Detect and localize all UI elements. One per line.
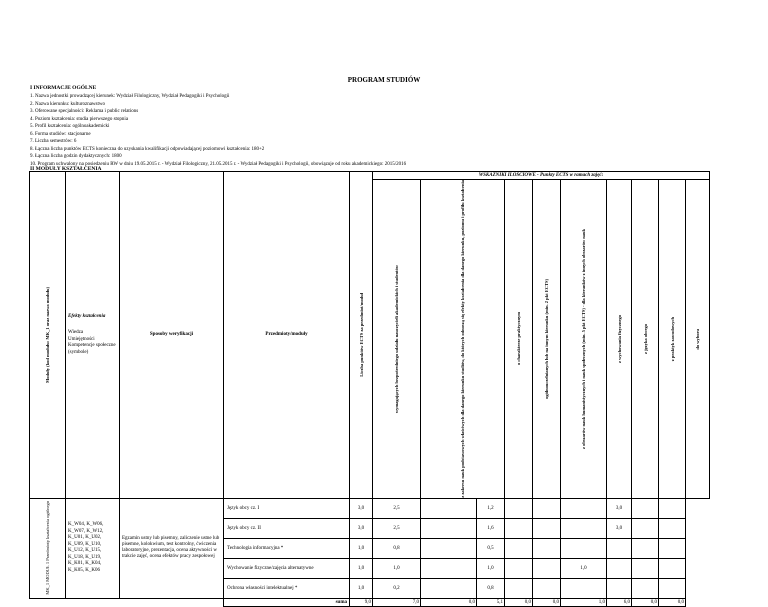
header-col: z obszarów nauk humanistycznych i nauk społecznych (min. 5 pkt ECTS) - dla kierunków z innych obszarów nauk (561, 180, 607, 499)
header-col: wymagających bezpośredniego udziału nauczycieli akademickich i studentów (373, 180, 421, 499)
value-cell: 1,0 (373, 558, 421, 578)
info-line: 1. Nazwa jednostki prowadzącej kierunek: Wydział Filologiczny, Wydział Pedagogiki i Psychologii (30, 94, 230, 99)
module-name: MK_1 MODUŁ 1 Przedmioty kształcenia ogólnego (30, 498, 66, 598)
sum-value: 0,0 (421, 598, 477, 606)
value-cell: 1,2 (477, 498, 505, 518)
value-cell: 3,0 (607, 498, 632, 518)
value-cell (533, 498, 561, 518)
value-cell (607, 538, 632, 558)
value-cell (533, 518, 561, 538)
value-cell (421, 558, 477, 578)
value-cell (505, 518, 533, 538)
header-ects-sum: Liczba punktów ECTS za przedmiot/moduł (350, 172, 373, 499)
value-cell (632, 558, 659, 578)
header-col: z języka obcego (632, 180, 659, 499)
value-cell (505, 538, 533, 558)
value-cell: 1,0 (477, 558, 505, 578)
header-col: z wychowania fizycznego (607, 180, 632, 499)
header-col: ogólnouczelnianych lub na innym kierunku (min. 2 pkt ECTS) (533, 180, 561, 499)
value-cell: 1,0 (561, 558, 607, 578)
value-cell (505, 578, 533, 598)
value-cell (632, 538, 659, 558)
subject-name: Język obcy cz. I (224, 498, 350, 518)
table-row (30, 498, 710, 518)
value-cell: 2,5 (373, 498, 421, 518)
value-cell (659, 518, 686, 538)
header-col: z zakresu nauk podstawowych właściwych dla danego kierunku studiów, do których odnoszą się efekty kształcenia dla danego kierunku, poziomu i profilu kształcenia (421, 180, 505, 499)
value-cell: 1,6 (477, 518, 505, 538)
sum-value: 1,0 (561, 598, 607, 606)
header-modules: Moduły (kod modułu: MK_1 oraz nazwa modułu) (30, 172, 66, 499)
value-cell (421, 538, 477, 558)
sum-row (30, 598, 710, 606)
section-heading-modules: II MODUŁY KSZTAŁCENIA (30, 166, 102, 172)
value-cell (607, 558, 632, 578)
value-cell: 2,5 (373, 518, 421, 538)
value-cell (533, 558, 561, 578)
value-cell: 1,0 (350, 558, 373, 578)
page-title: PROGRAM STUDIÓW (347, 76, 421, 84)
value-cell (421, 578, 477, 598)
info-line: 5. Profil kształcenia: ogólnoakademicki (30, 124, 110, 129)
value-cell (659, 578, 686, 598)
info-line: 10. Program uchwalony na posiedzeniu RW w dniu 19.05.2015 r. - Wydział Filologiczny, 21.05.2015 r. - Wydział Pedagogiki i Psychologii, obowiązuje od roku akademickiego: 2015/2016 (30, 161, 407, 167)
sum-value: 9,0 (350, 598, 373, 606)
value-cell: 1,0 (350, 538, 373, 558)
info-line: 6. Forma studiów: stacjonarne (30, 131, 91, 137)
value-cell (561, 538, 607, 558)
value-cell: 0,5 (477, 538, 505, 558)
value-cell (421, 518, 477, 538)
value-cell (632, 578, 659, 598)
header-weights-title: WSKAŹNIKI ILOŚCIOWE - Punkty ECTS w ramach zajęć: (373, 172, 710, 180)
header-col: o charakterze praktycznym (505, 180, 533, 499)
modules-table (29, 171, 710, 607)
sum-value: 0,0 (505, 598, 533, 606)
info-line: 2. Nazwa kierunku: kulturoznawstwo (30, 101, 105, 107)
effects-list: Wiedza Umiejętności Kompetencje społeczne (symbole) (68, 330, 116, 355)
value-cell: 3,0 (350, 518, 373, 538)
value-cell (632, 518, 659, 538)
header-effects (66, 172, 120, 499)
value-cell (505, 558, 533, 578)
sum-value: 0,0 (632, 598, 659, 606)
sum-label: suma (224, 598, 350, 606)
info-line: 9. Łączna liczba godzin dydaktycznych: 1800 (30, 154, 122, 159)
value-cell: 3,0 (607, 518, 632, 538)
value-cell (533, 538, 561, 558)
value-cell: 3,0 (350, 498, 373, 518)
header-subjects: Przedmioty/moduły (224, 172, 350, 499)
header-verification: Sposoby weryfikacji (120, 172, 224, 499)
value-cell (421, 498, 477, 518)
header-col: z praktyk zawodowych (659, 180, 686, 499)
value-cell (561, 578, 607, 598)
value-cell (632, 498, 659, 518)
subject-name: Technologia informacyjna * (224, 538, 350, 558)
info-line: 4. Poziom kształcenia: studia pierwszego stopnia (30, 116, 129, 122)
value-cell (659, 538, 686, 558)
info-line: 7. Liczba semestrów: 6 (30, 139, 77, 144)
value-cell (505, 498, 533, 518)
sum-value: 0,0 (533, 598, 561, 606)
value-cell (561, 518, 607, 538)
effects-codes: K_W04, K_W06, K_W07, K_W12, K_U01, K_U02, K_U09, K_U10, K_U12, K_U15, K_U18, K_U19, K_K01, K_K04, K_K05, K_K06 (66, 498, 120, 598)
sum-value: 0,0 (659, 598, 686, 606)
value-cell: 0,8 (477, 578, 505, 598)
value-cell (659, 558, 686, 578)
subject-name: Wychowanie fizyczne/zajęcia alternatywne (224, 558, 350, 578)
general-info-list (30, 93, 406, 168)
info-line: 8. Łączna liczba punktów ECTS konieczna do uzyskania kwalifikacji odpowiadającej poziomowi kształcenia: 180+2 (30, 146, 265, 152)
sum-value: 6,0 (607, 598, 632, 606)
value-cell (607, 578, 632, 598)
sum-value: 7,0 (373, 598, 421, 606)
value-cell (561, 498, 607, 518)
value-cell: 0,2 (373, 578, 421, 598)
sum-value: 5,1 (477, 598, 505, 606)
value-cell: 0,8 (373, 538, 421, 558)
verification-methods: Egzamin ustny lub pisemny, zaliczenie ustne lub pisemne, kolokwium, test kontrolny, ćwiczenia laboratoryjne, prezentacja, ocena aktywności w trakcie zajęć, ocena efektów pracy zespołowej (120, 498, 224, 598)
header-col: do wyboru (686, 180, 710, 499)
subject-name: Język obcy cz. II (224, 518, 350, 538)
info-line: 3. Oferowane specjalności: Reklama i public relations (30, 109, 139, 114)
subject-name: Ochrona własności intelektualnej * (224, 578, 350, 598)
value-cell (533, 578, 561, 598)
section-heading-general: I INFORMACJE OGÓLNE (30, 85, 97, 91)
effects-title: Efekty kształcenia (68, 313, 106, 319)
value-cell: 1,0 (350, 578, 373, 598)
value-cell (659, 498, 686, 518)
